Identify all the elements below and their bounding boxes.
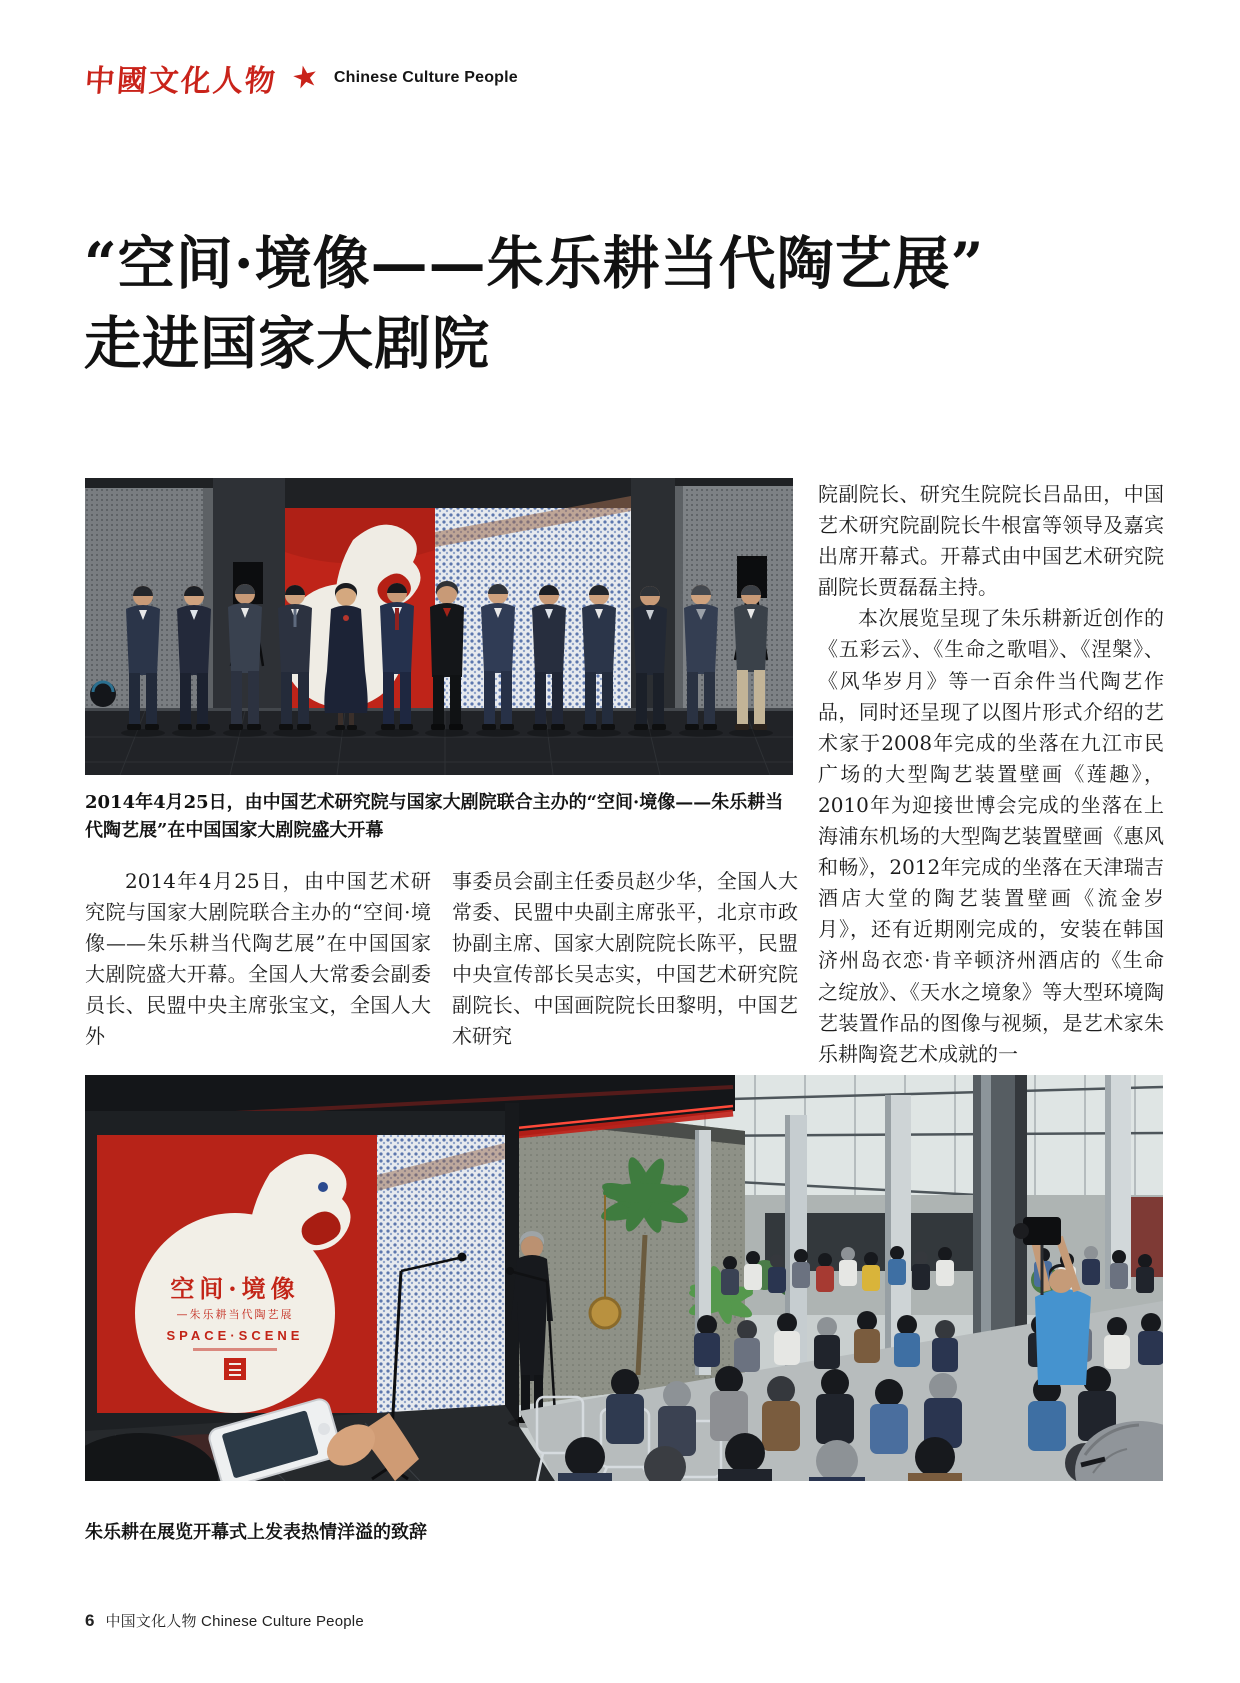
photo1-caption: 2014年4月25日，由中国艺术研究院与国家大剧院联合主办的“空间·境像——朱乐耕当代陶艺展”在中国国家大剧院盛大开幕 [85,792,784,841]
photo-ceremony-illustration [85,1075,1163,1481]
paragraph: 院副院长、研究生院院长吕品田，中国艺术研究院副院长牛根富等领导及嘉宾出席开幕式。开幕式由中国艺术研究院副院长贾磊磊主持。 [818,482,1164,600]
page-footer [85,1610,364,1631]
star-icon: ★ [288,57,323,98]
body-column-1 [85,866,431,1053]
paragraph: 2014年4月25日，由中国艺术研究院与国家大剧院联合主办的“空间·境像——朱乐耕当代陶艺展”在中国国家大剧院盛大开幕。全国人大常委会副委员长、民盟中央主席张宝文，全国人大外 [85,869,431,1049]
article-title [84,224,984,384]
photo-ceremony-speech [85,1075,1163,1481]
magazine-logo-chinese: 中國文化人物 [83,64,278,99]
article-title-line2: 走进国家大剧院 [84,310,490,378]
paragraph: 事委员会副主任委员赵少华，全国人大常委、民盟中央副主席张平，北京市政协副主席、国家大剧院院长陈平，民盟中央宣传部长吴志实，中国艺术研究院副院长、中国画院院长田黎明，中国艺术研究 [452,869,798,1049]
footer-magazine-title: 中国文化人物 Chinese Culture People [105,1613,364,1630]
screen-title-cn: 空间·境像 [170,1274,300,1303]
body-column-2 [452,866,798,1053]
screen-subtitle-cn: —朱乐耕当代陶艺展 [176,1308,294,1321]
photo-group-opening [85,478,793,775]
page-number: 6 [85,1611,95,1630]
stage-screen [85,1103,519,1433]
magazine-logo-english: Chinese Culture People [333,69,518,86]
masthead [85,56,518,100]
screen-title-en: SPACE·SCENE [166,1328,304,1343]
photo2-caption: 朱乐耕在展览开幕式上发表热情洋溢的致辞 [85,1522,427,1543]
body-column-3 [818,479,1164,1070]
paragraph: 本次展览呈现了朱乐耕新近创作的《五彩云》、《生命之歌唱》、《涅槃》、《风华岁月》等一百余件当代陶艺作品，同时还呈现了以图片形式介绍的艺术家于2008年完成的坐落在九江市民广场的大型陶艺装置壁画《莲趣》，2010年为迎接世博会完成的坐落在上海浦东机场的大型陶艺装置壁画《惠风和畅》，2012年完成的坐落在天津瑞吉酒店大堂的陶艺装置壁画《流金岁月》，还有近期刚完成的，安装在韩国济州岛衣恋·肯辛顿济州酒店的《生命之绽放》、《天水之境象》等大型环境陶艺装置作品的图像与视频，是艺术家朱乐耕陶瓷艺术成就的一 [818,606,1164,1066]
article-title-line1: “空间·境像——朱乐耕当代陶艺展” [84,230,985,298]
photo-group-illustration [85,478,793,775]
